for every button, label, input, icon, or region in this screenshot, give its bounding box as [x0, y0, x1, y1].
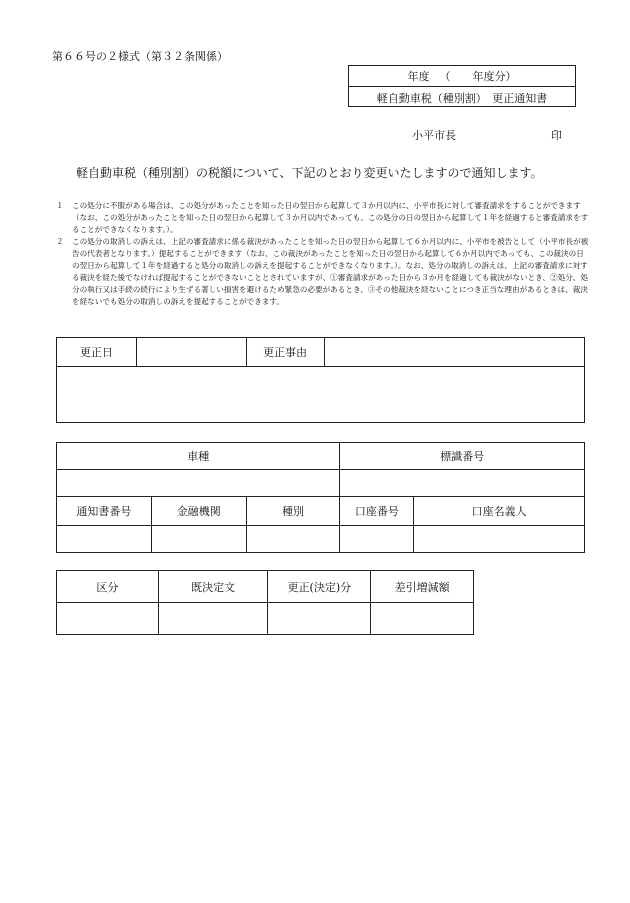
account-number-field[interactable] [340, 526, 414, 553]
confirmed-amount-field[interactable] [158, 603, 268, 635]
bank-field[interactable] [151, 526, 246, 553]
note-number: ２ [56, 237, 64, 246]
account-holder-header: 口座名義人 [414, 497, 585, 526]
difference-field[interactable] [371, 603, 474, 635]
issuer-name: 小平市長 [412, 129, 456, 142]
vehicle-account-table [56, 442, 585, 553]
vehicle-type-field[interactable] [57, 470, 340, 497]
notice-number-header: 通知書番号 [57, 497, 152, 526]
note-item [56, 200, 591, 236]
correction-reason-field[interactable] [324, 338, 585, 367]
fiscal-year-row [349, 66, 575, 87]
difference-header: 差引増減額 [371, 571, 474, 603]
intro-text: 軽自動車税（種別割）の税額について、下記のとおり変更いたしますので通知します。 [76, 166, 543, 180]
notice-number-field[interactable] [57, 526, 152, 553]
plate-number-field[interactable] [340, 470, 585, 497]
document-title: 軽自動車税（種別割） 更正通知書 [376, 91, 548, 105]
correction-date-field[interactable] [136, 338, 246, 367]
account-number-header: 口座番号 [340, 497, 414, 526]
bank-header: 金融機関 [151, 497, 246, 526]
category-field[interactable] [57, 603, 159, 635]
note-number: １ [56, 201, 64, 210]
revised-amount-header: 更正(決定)分 [268, 571, 371, 603]
note-item [56, 236, 591, 308]
vehicle-type-header: 車種 [57, 443, 340, 470]
category-header: 区分 [57, 571, 159, 603]
fiscal-year-portion: （ 年度分） [439, 70, 517, 83]
account-type-header: 種別 [246, 497, 340, 526]
correction-reason-label: 更正事由 [246, 338, 324, 367]
tax-amount-table [56, 570, 474, 635]
notes-section [56, 200, 591, 308]
title-box [348, 65, 576, 107]
correction-detail-field[interactable] [57, 367, 585, 423]
seal-mark: 印 [551, 129, 562, 142]
correction-info-table [56, 337, 585, 423]
plate-number-header: 標識番号 [340, 443, 585, 470]
confirmed-amount-header: 既決定文 [158, 571, 268, 603]
account-type-field[interactable] [246, 526, 340, 553]
fiscal-year-label: 年度 [407, 70, 430, 83]
note-text: この処分の取消しの訴えは、上記の審査請求に係る裁決があったことを知った日の翌日から起算して６か月以内に、小平市を被告として（小平市長が被告の代表者となります。）提起することができます（なお、この裁決があったことを知った日の翌日から起算して６か月以内であっても、この裁決の日の翌日から起算して１年を経過すると処分の取消しの訴えを提起することができなくなります。）。なお、処分の取消しの訴えは、上記の審査請求に対する裁決を経た後でなければ提起することができないこととされていますが、①審査請求があった日から３か月を経過しても裁決がないとき、②処分、処分の執行又は手続の続行により生ずる著しい損害を避けるため緊急の必要があるとき、③その他裁決を経ないことにつき正当な理由があるときは、裁決を経ないでも処分の取消しの訴えを提起することができます。 [72, 237, 589, 306]
account-holder-field[interactable] [414, 526, 585, 553]
form-number-label: 第６６号の２様式（第３２条関係） [52, 50, 228, 63]
correction-date-label: 更正日 [57, 338, 137, 367]
note-text: この処分に不服がある場合は、この処分があったことを知った日の翌日から起算して３か月以内に、小平市長に対して審査請求をすることができます（なお、この処分があったことを知った日の翌日から起算して３か月以内であっても、この処分の日の翌日から起算して１年を経過すると審査請求をすることができなくなります。）。 [72, 201, 589, 234]
revised-amount-field[interactable] [268, 603, 371, 635]
